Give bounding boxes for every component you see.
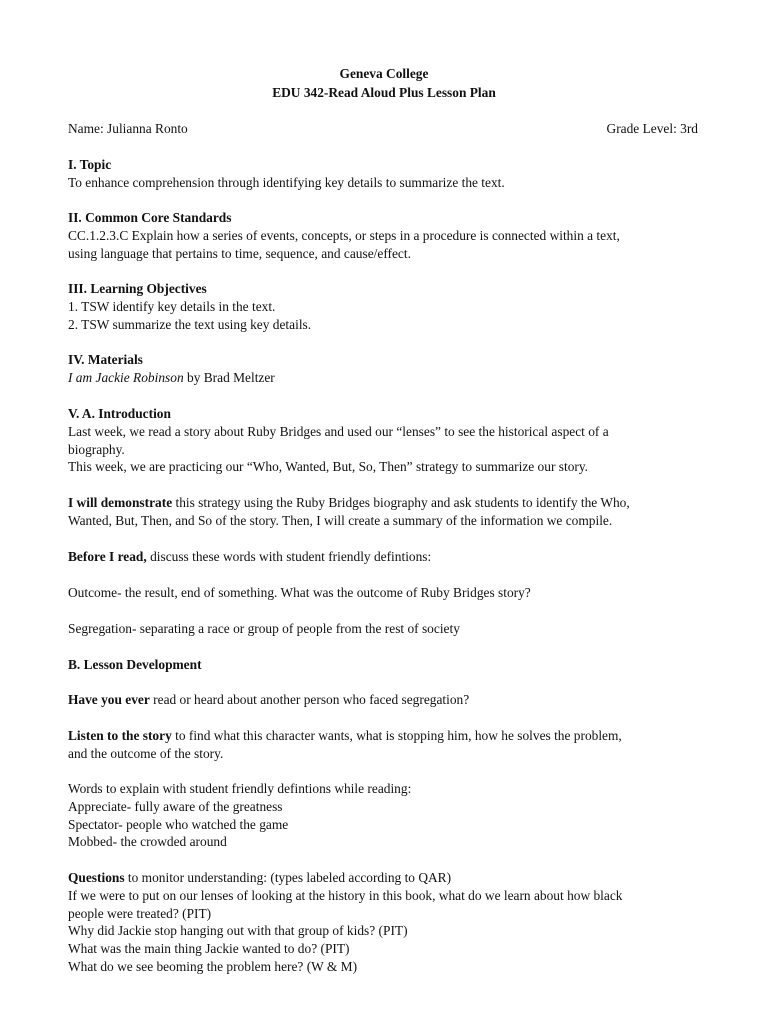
materials-item: [68, 369, 698, 387]
demonstrate-text: this strategy using the Ruby Bridges biography and ask students to identify the Who,: [172, 495, 630, 510]
question-line: If we were to put on our lenses of looking at the history in this book, what do we learn about how black: [68, 887, 623, 903]
vocabulary-item: Appreciate- fully aware of the greatness: [68, 798, 283, 814]
development-heading: B. Lesson Development: [68, 657, 202, 672]
materials-heading: IV. Materials: [68, 352, 143, 367]
name-grade-row: [68, 120, 698, 138]
topic-text: To enhance comprehension through identifying key details to summarize the text.: [68, 174, 505, 190]
questions-intro: [68, 869, 698, 887]
objectives-heading: III. Learning Objectives: [68, 281, 207, 296]
vocabulary-section: [68, 780, 698, 851]
student-name: Name: Julianna Ronto: [68, 121, 188, 136]
have-you-ever-text: read or heard about another person who faced segregation?: [149, 692, 470, 707]
question-line: What do we see beoming the problem here? (W & M): [68, 958, 358, 974]
demonstrate-paragraph: [68, 494, 698, 530]
objectives-section: [68, 280, 698, 333]
book-title: I am Jackie Robinson: [68, 369, 184, 385]
introduction-line: This week, we are practicing our “Who, Wanted, But, So, Then” strategy to summarize our story.: [68, 459, 589, 475]
topic-section: [68, 156, 698, 192]
vocabulary-item: Spectator- people who watched the game: [68, 816, 289, 832]
introduction-heading: V. A. Introduction: [68, 406, 171, 421]
before-read-text: discuss these words with student friendly defintions:: [146, 549, 432, 564]
question-line: What was the main thing Jackie wanted to do? (PIT): [68, 941, 350, 957]
vocabulary-intro: Words to explain with student friendly defintions while reading:: [68, 781, 412, 796]
standards-heading: II. Common Core Standards: [68, 210, 232, 225]
questions-lead: Questions: [68, 870, 125, 885]
questions-section: [68, 869, 698, 976]
grade-level: Grade Level: 3rd: [606, 121, 698, 136]
outcome-definition: Outcome- the result, end of something. What was the outcome of Ruby Bridges story?: [68, 585, 531, 600]
standards-line: CC.1.2.3.C Explain how a series of events, concepts, or steps in a procedure is connected within a text,: [68, 227, 620, 243]
course-title: EDU 342-Read Aloud Plus Lesson Plan: [272, 85, 496, 100]
question-line: Why did Jackie stop hanging out with that group of kids? (PIT): [68, 923, 408, 939]
segregation-definition: Segregation- separating a race or group of people from the rest of society: [68, 621, 460, 636]
materials-section: [68, 351, 698, 387]
have-you-ever-lead: Have you ever: [68, 692, 150, 707]
listen-paragraph: [68, 727, 698, 763]
college-title: Geneva College: [339, 66, 429, 81]
objective-item: 2. TSW summarize the text using key details.: [68, 316, 312, 332]
demonstrate-lead: I will demonstrate: [68, 495, 173, 510]
listen-text: to find what this character wants, what is stopping him, how he solves the problem,: [171, 728, 622, 743]
standards-section: [68, 209, 698, 262]
introduction-line: Last week, we read a story about Ruby Bridges and used our “lenses” to see the historical aspect of a: [68, 423, 609, 439]
have-you-ever-line: [68, 691, 698, 709]
before-read-lead: Before I read,: [68, 549, 147, 564]
standards-line: using language that pertains to time, sequence, and cause/effect.: [68, 245, 411, 261]
listen-lead: Listen to the story: [68, 728, 172, 743]
objective-item: 1. TSW identify key details in the text.: [68, 298, 276, 314]
introduction-line: biography.: [68, 441, 125, 457]
listen-line: and the outcome of the story.: [68, 745, 224, 761]
book-author: by Brad Meltzer: [183, 369, 275, 385]
introduction-section: [68, 405, 698, 476]
vocabulary-item: Mobbed- the crowded around: [68, 834, 227, 850]
listen-line: [68, 727, 698, 745]
demonstrate-line: [68, 494, 698, 512]
topic-heading: I. Topic: [68, 157, 112, 172]
questions-text: to monitor understanding: (types labeled according to QAR): [124, 870, 452, 885]
demonstrate-line: Wanted, But, Then, and So of the story. Then, I will create a summary of the information we compile.: [68, 512, 613, 528]
before-read-line: [68, 548, 698, 566]
question-line: people were treated? (PIT): [68, 905, 212, 921]
